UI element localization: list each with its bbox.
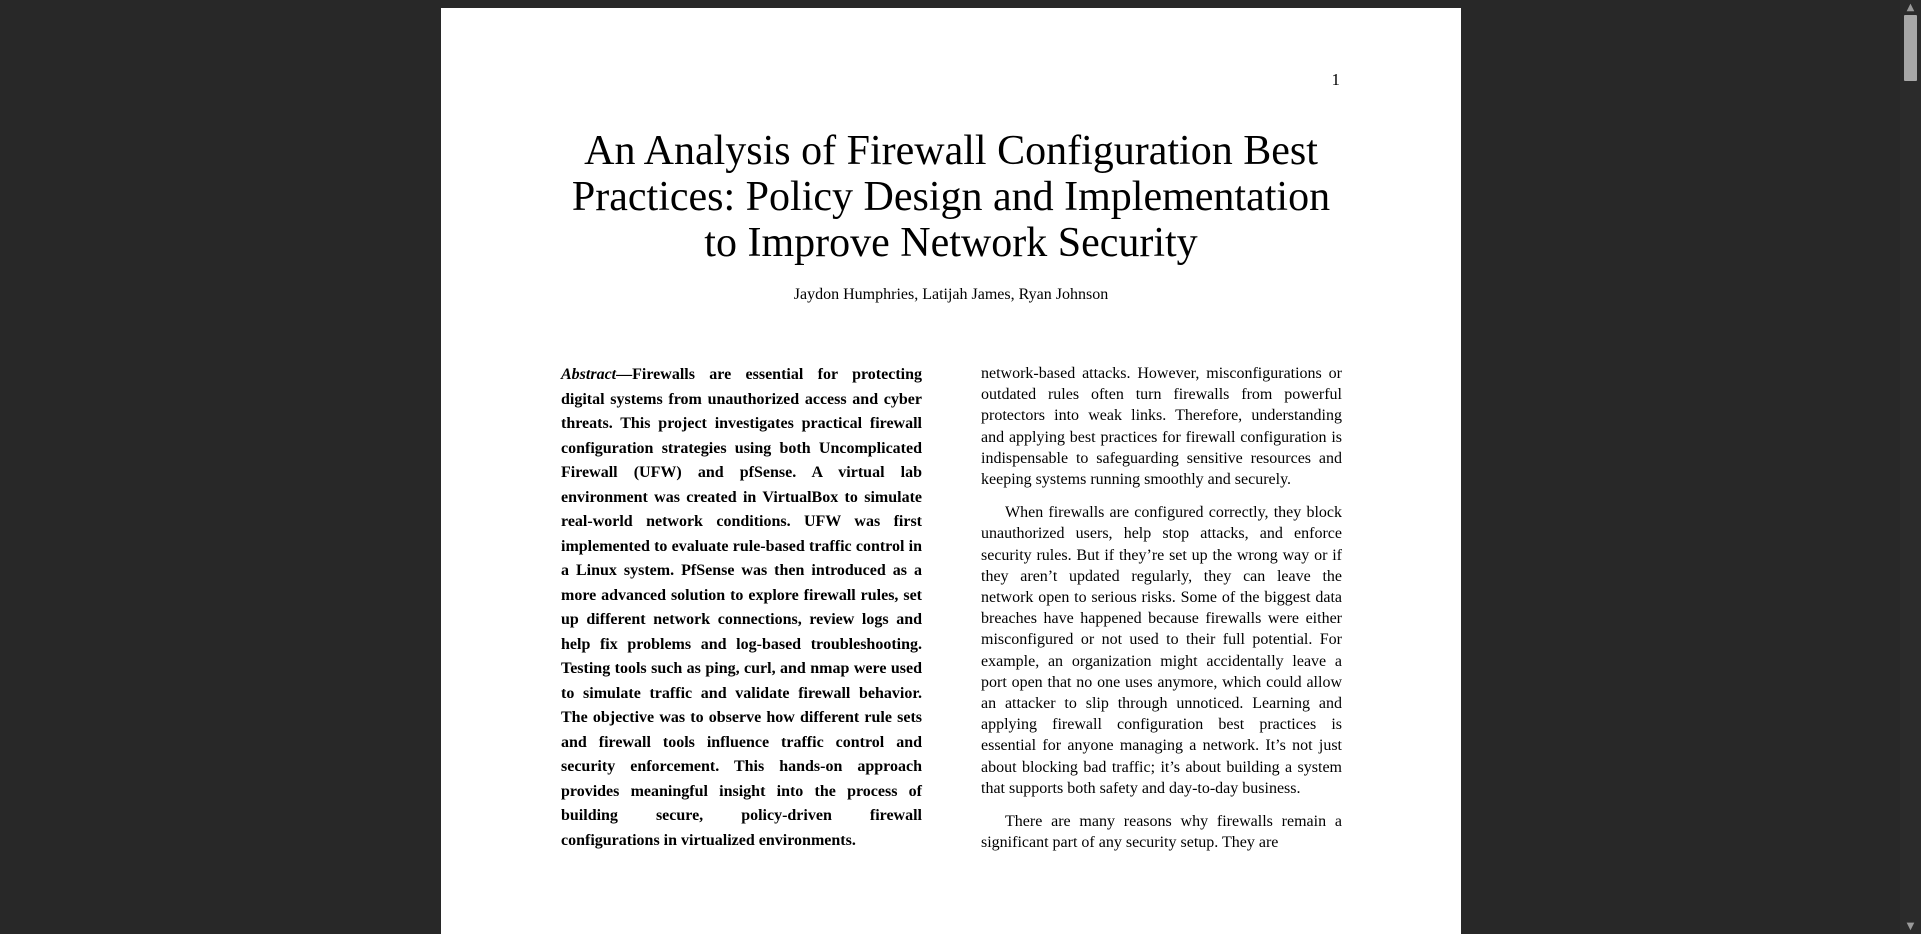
paper-authors: Jaydon Humphries, Latijah James, Ryan Johnson — [793, 286, 1109, 303]
scroll-thumb[interactable] — [1904, 15, 1917, 81]
body-paragraph: network-based attacks. However, misconfigurations or outdated rules often turn firewalls from powerful protectors into weak links. Therefore, understanding and applying best practices for firewall configuration is indispensable to safeguarding sensitive resources and keeping systems running smoothly and securely. — [981, 365, 1342, 489]
body-paragraph: When firewalls are configured correctly, they block unauthorized users, help stop attacks, and enforce security rules. But if they’re set up the wrong way or if they aren’t updated regularly, they can leave the network open to serious risks. Some of the biggest data breaches have happened because firewalls were either misconfigured or not used to their full potential. For example, an organization might accidentally leave a port open that no one uses anymore, which could allow an attacker to slip through unnoticed. Learning and applying firewall configuration best practices is essential for anyone managing a network. It’s not just about blocking bad traffic; it’s about building a system that supports both safety and day-to-day business. — [981, 504, 1342, 797]
abstract-text: —Firewalls are essential for protecting digital systems from unauthorized access and cyber threats. This project investigates practical firewall configuration strategies using both Uncomplicated Firewall (UFW) and pfSense. A virtual lab environment was created in VirtualBox to simulate real-world network conditions. UFW was first implemented to evaluate rule-based traffic control in a Linux system. PfSense was then introduced as a more advanced solution to explore firewall rules, set up different network connections, review logs and help fix problems and log-based troubleshooting. Testing tools such as ping, curl, and nmap were used to simulate traffic and validate firewall behavior. The objective was to observe how different rule sets and firewall tools influence traffic control and security enforcement. This hands-on approach provides meaningful insight into the process of building secure, policy-driven firewall configurations in virtualized environments. — [561, 366, 922, 849]
scroll-up-icon[interactable]: ▲ — [1906, 2, 1915, 13]
page-number: 1 — [1331, 70, 1340, 89]
scroll-down-icon[interactable]: ▼ — [1906, 921, 1915, 932]
pdf-page — [441, 8, 1461, 934]
body-paragraph: There are many reasons why firewalls remain a significant part of any security setup. They are — [981, 813, 1342, 852]
abstract-label: Abstract — [561, 366, 617, 383]
vertical-scrollbar[interactable] — [1900, 0, 1921, 934]
abstract-column — [561, 363, 922, 853]
paper-title: An Analysis of Firewall Configuration Best Practices: Policy Design and Implementation to Improve Network Security — [571, 128, 1331, 266]
body-column — [981, 363, 1342, 865]
